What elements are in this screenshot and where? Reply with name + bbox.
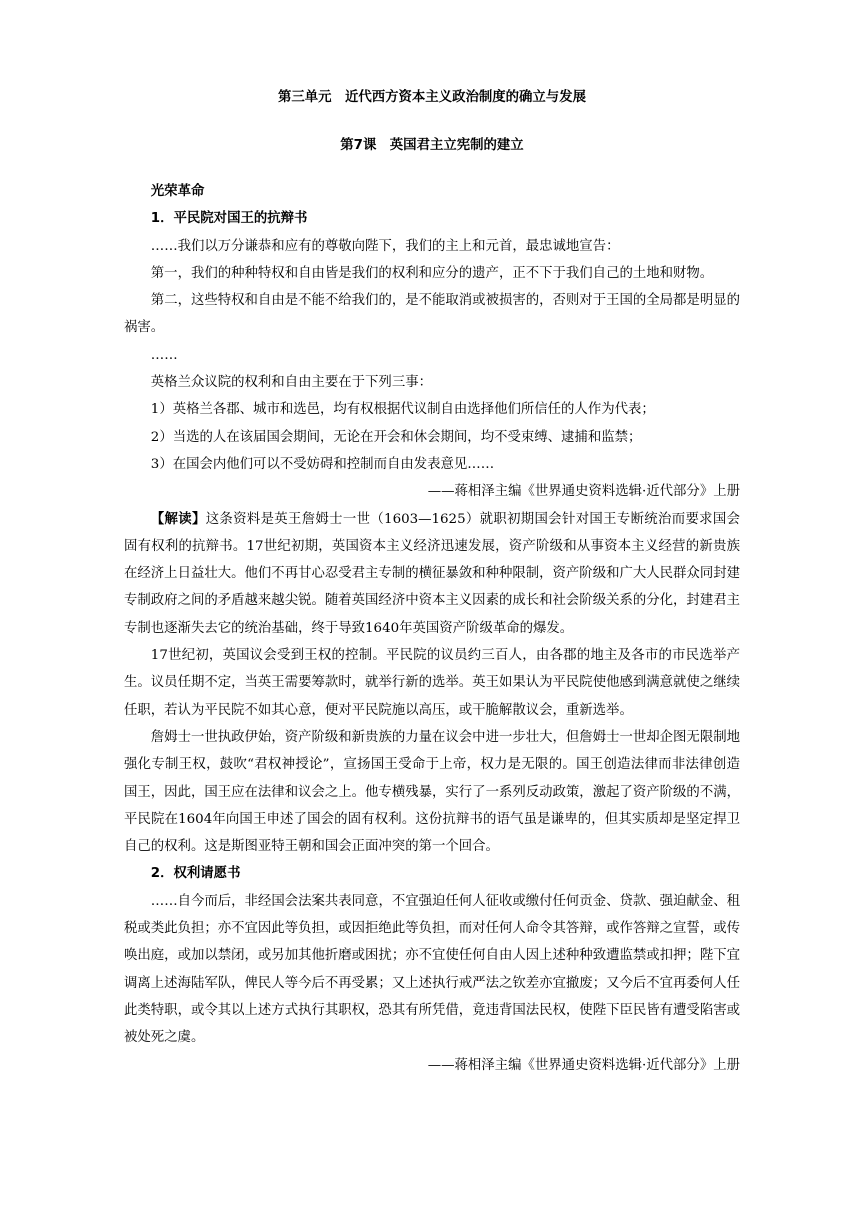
doc1-source: ——蒋相泽主编《世界通史资料选辑·近代部分》上册 [427,484,740,500]
interpretation-paragraph: 詹姆士一世执政伊始，资产阶级和新贵族的力量在议会中进一步壮大，但詹姆士一世却企图无限制地强化专制王权，鼓吹“君权神授论”，宣扬国王受命于上帝，权力是无限的。国王创造法律而非法律创造国王，因此，国王应在法律和议会之上。他专横残暴，实行了一系列反动政策，激起了资产阶级的不满，平民院在1604年向国王申述了国会的固有权利。这份抗辩书的语气虽是谦卑的，但其实质却是坚定捍卫自己的权利。这是斯图亚特王朝和国会正面冲突的第一个回合。 [124,729,740,855]
doc1-paragraph: ……我们以万分谦恭和应有的尊敬向陛下，我们的主上和元首，最忠诚地宣告： [150,238,620,254]
interpretation-paragraph [124,506,740,642]
interpretation-text: 这条资料是英王詹姆士一世（1603—1625）就职初期国会针对国王专断统治而要求国会固有权利的抗辩书。17世纪初期，英国资本主义经济迅速发展，资产阶级和从事资本主义经营的新贵族在经济上日益壮大。他们不再甘心忍受君主专制的横征暴敛和种种限制，资产阶级和广大人民群众同封建专制政府之间的矛盾越来越尖锐。随着英国经济中资本主义因素的成长和社会阶级关系的分化，封建君主专制也逐渐失去它的统治基础，终于导致1640年英国资产阶级革命的爆发。 [124,511,741,636]
doc1-paragraph: 第一，我们的种种特权和自由皆是我们的权利和应分的遗产，正不下于我们自己的土地和财物。 [150,265,714,281]
doc1-list-item: 2）当选的人在该届国会期间，无论在开会和休会期间，均不受束缚、逮捕和监禁； [150,429,642,445]
doc2-source: ——蒋相泽主编《世界通史资料选辑·近代部分》上册 [427,1057,740,1073]
document-page [124,84,740,1079]
doc1-list-item: 1）英格兰各郡、城市和选邑，均有权根据代议制自由选择他们所信任的人作为代表； [150,402,655,418]
doc1-paragraph: 第二，这些特权和自由是不能不给我们的，是不能取消或被损害的，否则对于王国的全局都是明显的祸害。 [124,293,740,336]
doc2-heading: 2．权利请愿书 [150,866,241,882]
section-heading: 光荣革命 [150,184,205,199]
doc1-paragraph: 英格兰众议院的权利和自由主要在于下列三事： [150,375,432,391]
interpretation-paragraph: 17世纪初，英国议会受到王权的控制。平民院的议员约三百人，由各郡的地主及各市的市民选举产生。议员任期不定，当英王需要筹款时，就举行新的选举。英王如果认为平民院使他感到满意就使之继续任职，若认为平民院不如其心意，便对平民院施以高压，或干脆解散议会，重新选举。 [124,648,740,718]
unit-title: 第三单元 近代西方资本主义政治制度的确立与发展 [278,90,586,105]
doc1-heading: 1．平民院对国王的抗辩书 [150,211,308,227]
doc1-ellipsis: …… [150,347,178,363]
lesson-title: 第7课 英国君主立宪制的建立 [340,138,524,153]
doc1-list-item: 3）在国会内他们可以不受妨碍和控制而自由发表意见…… [150,456,495,472]
doc2-paragraph: ……自今而后，非经国会法案共表同意，不宜强迫任何人征收或缴付任何贡金、贷款、强迫献金、租税或类此负担；亦不宜因此等负担，或因拒绝此等负担，而对任何人命令其答辩，或作答辩之宣誓，或传唤出庭，或加以禁闭，或另加其他折磨或困扰；亦不宜使任何自由人因上述种种致遭监禁或扣押；陛下宜调离上述海陆军队，俾民人等今后不再受累；又上述执行戒严法之钦差亦宜撤废；又今后不宜再委何人任此类特职，或令其以上述方式执行其职权，恐其有所凭借，竟违背国法民权，使陛下臣民皆有遭受陷害或被处死之虞。 [124,893,740,1046]
interpretation-tag: 【解读】 [150,511,206,527]
